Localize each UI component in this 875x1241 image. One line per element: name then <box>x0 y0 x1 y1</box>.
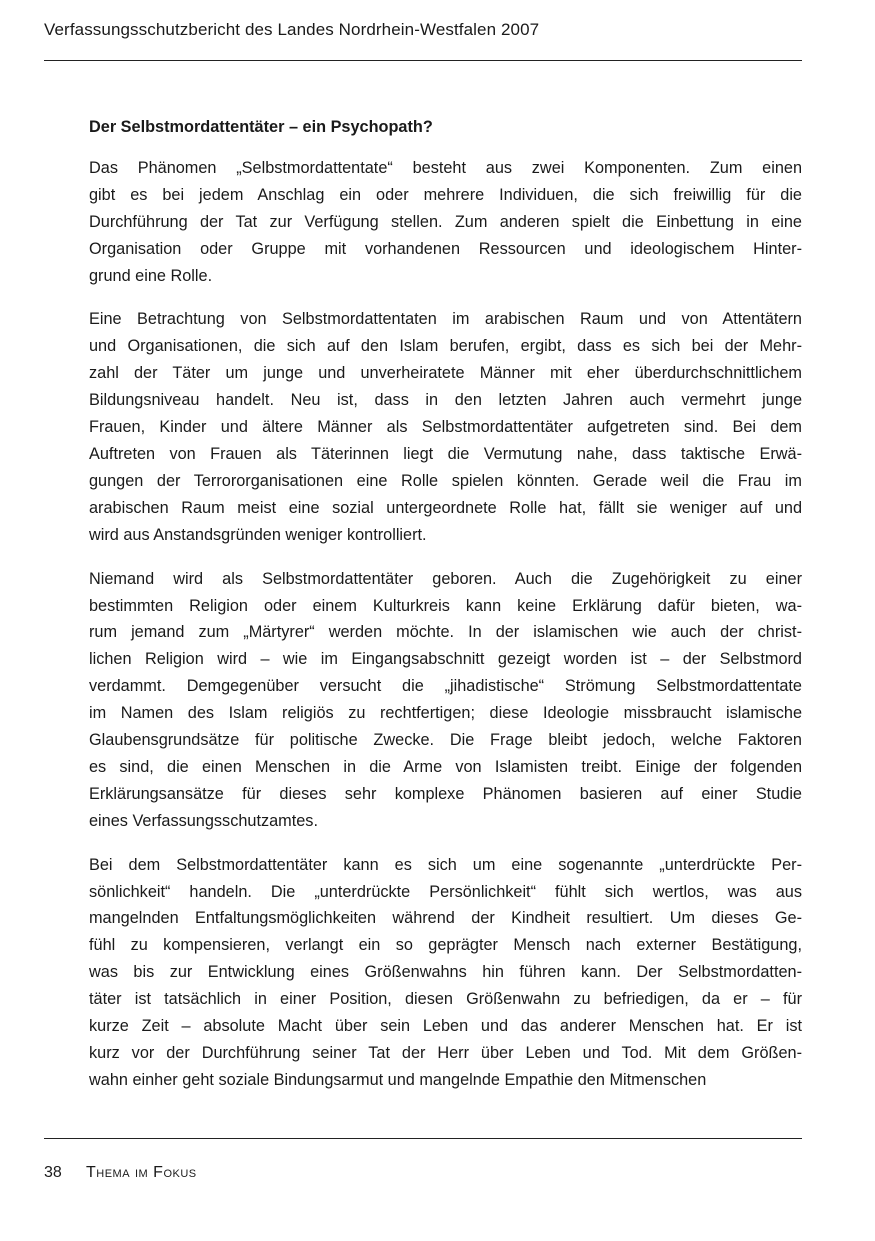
text-line: eines Verfassungsschutzamtes. <box>89 811 318 830</box>
text-line: im Namen des Islam religiös zu rechtfertigen; diese Ideologie missbraucht islamische <box>89 704 802 723</box>
text-line: Durchführung der Tat zur Verfügung stellen. Zum anderen spielt die Einbettung in eine <box>89 212 802 231</box>
text-line: sönlichkeit“ handeln. Die „unterdrückte Persönlichkeit“ fühlt sich wertlos, was aus <box>89 882 802 901</box>
text-line: zahl der Täter um junge und unverheiratete Männer mit eher überdurchschnittlichem <box>89 364 802 383</box>
footer-rule <box>44 1138 802 1139</box>
text-line: Auftreten von Frauen als Täterinnen liegt die Vermutung nahe, dass taktische Erwä- <box>89 444 802 463</box>
page-footer <box>44 1162 197 1184</box>
text-line: es sind, die einen Menschen in die Arme von Islamisten treibt. Einige der folgenden <box>89 757 802 776</box>
text-line: arabischen Raum meist eine sozial untergeordnete Rolle hat, fällt sie weniger auf und <box>89 498 802 517</box>
text-line: grund eine Rolle. <box>89 266 213 285</box>
text-line: verdammt. Demgegenüber versucht die „jihadistische“ Strömung Selbstmordattentate <box>89 677 802 696</box>
text-line: Organisation oder Gruppe mit vorhandenen Ressourcen und ideologischem Hinter- <box>89 239 802 258</box>
text-line: Bildungsniveau handelt. Neu ist, dass in den letzten Jahren auch vermehrt junge <box>89 391 802 410</box>
header-rule <box>44 60 802 61</box>
text-line: gungen der Terrororganisationen eine Rolle spielen könnten. Gerade weil die Frau im <box>89 471 802 490</box>
text-line: Erklärungsansätze für dieses sehr komplexe Phänomen basieren auf einer Studie <box>89 784 802 803</box>
page-number: 38 <box>44 1164 62 1181</box>
text-line: bestimmten Religion oder einem Kulturkreis kann keine Erklärung dafür bieten, wa- <box>89 596 802 615</box>
text-line: Frauen, Kinder und ältere Männer als Selbstmordattentäter aufgetreten sind. Bei dem <box>89 418 802 437</box>
text-line: was bis zur Entwicklung eines Größenwahns hin führen kann. Der Selbstmordatten- <box>89 963 802 982</box>
footer-section-title: Thema im Fokus <box>86 1164 197 1181</box>
text-line: Glaubensgrundsätze für politische Zwecke. Die Frage bleibt jedoch, welche Faktoren <box>89 731 802 750</box>
text-line: wahn einher geht soziale Bindungsarmut und mangelnde Empathie den Mitmenschen <box>89 1070 707 1089</box>
text-line: kurze Zeit – absolute Macht über sein Leben und das anderer Menschen hat. Er ist <box>89 1017 802 1036</box>
text-line: Bei dem Selbstmordattentäter kann es sich um eine sogenannte „unterdrückte Per- <box>89 855 802 874</box>
text-line: rum jemand zum „Märtyrer“ werden möchte. In der islamischen wie auch der christ- <box>89 623 802 642</box>
text-line: wird aus Anstandsgründen weniger kontrolliert. <box>89 525 427 544</box>
text-line: fühl zu kompensieren, verlangt ein so geprägter Mensch nach externer Bestätigung, <box>89 936 802 955</box>
text-line: lichen Religion wird – wie im Eingangsabschnitt gezeigt worden ist – der Selbstmord <box>89 650 802 669</box>
text-line: und Organisationen, die sich auf den Islam berufen, ergibt, dass es sich bei der Mehr- <box>89 337 802 356</box>
text-line: Niemand wird als Selbstmordattentäter geboren. Auch die Zugehörigkeit zu einer <box>89 569 802 588</box>
main-content <box>89 114 802 1111</box>
section-heading: Der Selbstmordattentäter – ein Psychopath? <box>89 118 433 136</box>
paragraph <box>89 155 802 290</box>
paragraph <box>89 306 802 548</box>
text-line: mangelnden Entfaltungsmöglichkeiten während der Kindheit resultiert. Um dieses Ge- <box>89 909 802 928</box>
text-line: Eine Betrachtung von Selbstmordattentaten im arabischen Raum und von Attentätern <box>89 310 802 329</box>
paragraph <box>89 852 802 1094</box>
running-header: Verfassungsschutzbericht des Landes Nordrhein-Westfalen 2007 <box>44 20 540 39</box>
body-text <box>89 155 802 1094</box>
text-line: kurz vor der Durchführung seiner Tat der Herr über Leben und Tod. Mit dem Größen- <box>89 1044 802 1062</box>
text-line: gibt es bei jedem Anschlag ein oder mehrere Individuen, die sich freiwillig für die <box>89 185 802 204</box>
text-line: Das Phänomen „Selbstmordattentate“ besteht aus zwei Komponenten. Zum einen <box>89 158 802 177</box>
text-line: täter ist tatsächlich in einer Position, diesen Größenwahn zu befriedigen, da er – für <box>89 990 802 1009</box>
paragraph <box>89 566 802 835</box>
